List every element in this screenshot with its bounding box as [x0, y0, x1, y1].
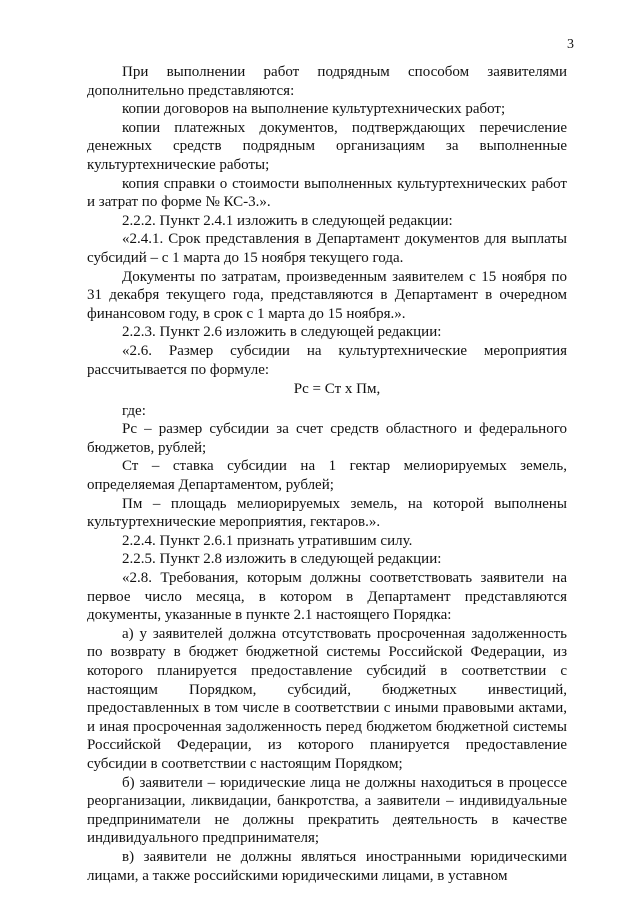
paragraph: Ст – ставка субсидии на 1 гектар мелиорируемых земель, определяемая Департаментом, рублей;	[87, 458, 567, 494]
paragraph: в) заявители не должны являться иностранными юридическими лицами, а также российскими юридическими лицами, в уставном	[87, 848, 567, 884]
paragraph: Документы по затратам, произведенным заявителем с 15 ноября по 31 декабря текущего года, представляются в Департамент в очередном финансовом году, в срок с 1 марта до 15 ноября.».	[87, 268, 567, 322]
paragraph: 2.2.4. Пункт 2.6.1 признать утратившим силу.	[122, 532, 413, 549]
paragraph: 2.2.5. Пункт 2.8 изложить в следующей редакции:	[122, 551, 442, 568]
paragraph: копия справки о стоимости выполненных культуртехнических работ и затрат по форме № КС-3.».	[87, 175, 567, 211]
paragraph: копии платежных документов, подтверждающих перечисление денежных средств подрядным организациям за выполненные культуртехнические работы;	[87, 119, 567, 173]
paragraph: копии договоров на выполнение культуртехнических работ;	[122, 101, 506, 118]
paragraph: «2.8. Требования, которым должны соответствовать заявители на первое число месяца, в котором в Департамент представляются документы, указанные в пункте 2.1 настоящего Порядка:	[87, 570, 567, 624]
paragraph: 2.2.2. Пункт 2.4.1 изложить в следующей редакции:	[122, 212, 453, 229]
paragraph: 2.2.3. Пункт 2.6 изложить в следующей редакции:	[122, 324, 442, 341]
paragraph: где:	[122, 402, 146, 419]
paragraph: «2.4.1. Срок представления в Департамент документов для выплаты субсидий – с 1 марта до 15 ноября текущего года.	[87, 231, 567, 266]
page-number: 3	[567, 37, 574, 52]
paragraph: «2.6. Размер субсидии на культуртехнические мероприятия рассчитывается по формуле:	[87, 342, 567, 378]
paragraph: а) у заявителей должна отсутствовать просроченная задолженность по возврату в бюджет бюджетной системы Российской Федерации, из которого планируется предоставление субсидий в соответствии с настоящим Порядком, субсидий, бюджетных инвестиций, предоставленных в том числе в соответствии с иными правовыми актами, и иная просроченная задолженность перед бюджетом бюджетной системы Российской Федерации, из которого планируется предоставление субсидии в соответствии с настоящим Порядком;	[87, 625, 567, 772]
paragraph: Пм – площадь мелиорируемых земель, на которой выполнены культуртехнические мероприятия, гектаров.».	[87, 495, 567, 531]
formula: Рс = Ст х Пм,	[293, 381, 381, 398]
paragraph: б) заявители – юридические лица не должны находиться в процессе реорганизации, ликвидации, банкротства, а заявители – индивидуальные предприниматели не должны прекратить деятельность в качестве индивидуального предпринимателя;	[87, 774, 567, 847]
paragraph: Рс – размер субсидии за счет средств областного и федерального бюджетов, рублей;	[87, 421, 567, 456]
document-body	[87, 63, 567, 885]
paragraph: При выполнении работ подрядным способом заявителями дополнительно представляются:	[87, 64, 567, 99]
